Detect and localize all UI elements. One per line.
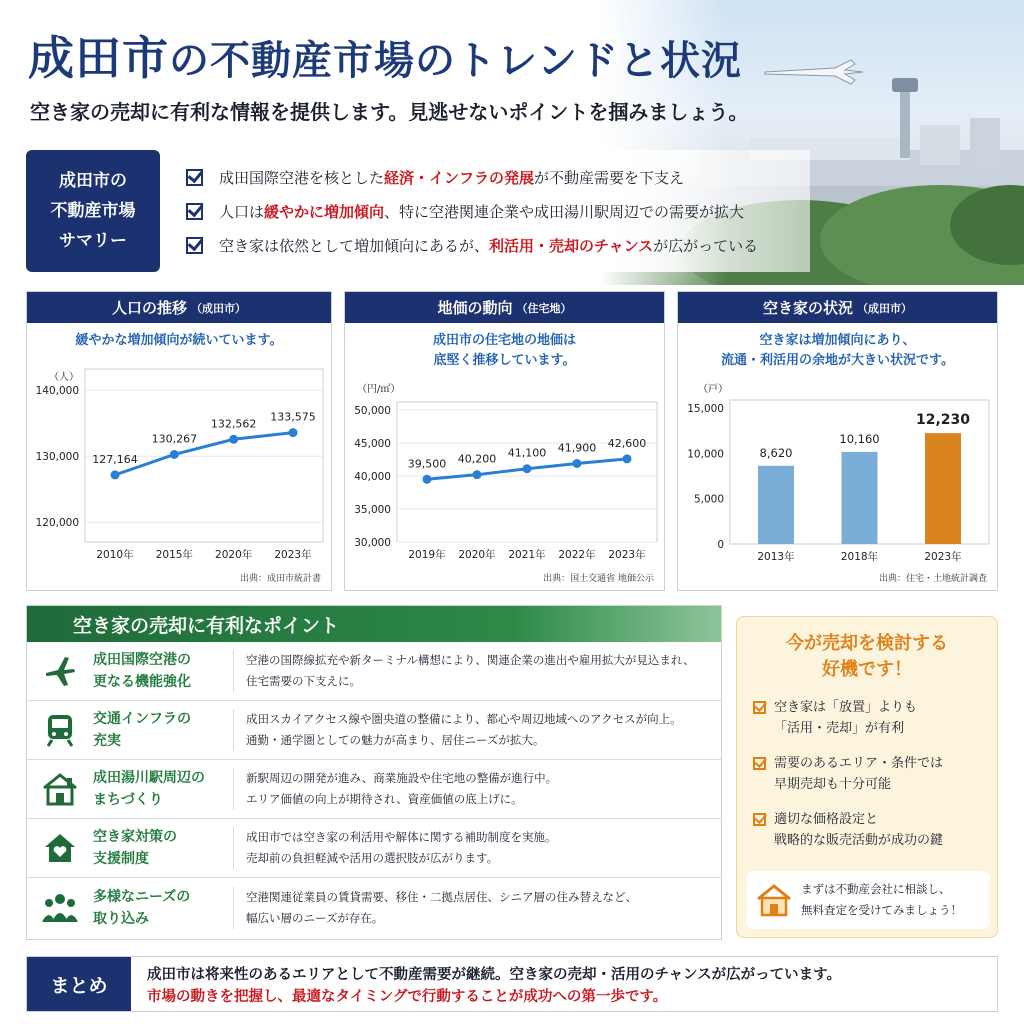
data-point bbox=[623, 454, 632, 463]
data-point bbox=[423, 475, 432, 484]
page-title-rest: の不動産市場のトレンドと状況 bbox=[169, 38, 742, 84]
checkbox-icon bbox=[753, 757, 766, 770]
axis-unit: （円/㎡） bbox=[357, 384, 401, 395]
x-tick-label: 2010年 bbox=[96, 549, 134, 561]
y-tick-label: 0 bbox=[717, 539, 724, 551]
summary-item bbox=[186, 194, 810, 228]
summary-item-text-pre: 人口は bbox=[219, 202, 265, 221]
checkbox-icon bbox=[186, 169, 203, 186]
population-chart-card bbox=[26, 291, 332, 591]
summary-footer-label: まとめ bbox=[27, 957, 131, 1011]
y-tick-label: 130,000 bbox=[35, 451, 79, 464]
people-icon bbox=[27, 890, 93, 926]
point-description: 成田スカイアクセス線や圏央道の整備により、都心や周辺地域へのアクセスが向上。 通勤・通学圏としての魅力が高まり、居住ニーズが拡大。 bbox=[233, 709, 721, 751]
advice-title: 今が売却を検討する 好機です！ bbox=[786, 633, 948, 680]
data-point bbox=[523, 464, 532, 473]
airplane-icon bbox=[27, 653, 93, 689]
summary-item-text-post: が広がっている bbox=[653, 236, 759, 255]
chart-title bbox=[27, 292, 331, 323]
summary-footer bbox=[26, 956, 998, 1012]
home-support-icon bbox=[27, 830, 93, 866]
data-label: 41,900 bbox=[557, 441, 597, 455]
data-label: 42,600 bbox=[607, 436, 647, 450]
summary-item bbox=[186, 160, 810, 194]
bar bbox=[925, 433, 961, 544]
chart-source: 出典：住宅・土地統計調査 bbox=[878, 574, 987, 584]
selling-points-panel bbox=[26, 605, 722, 940]
chart-title-text: 人口の推移 bbox=[111, 299, 187, 317]
chart-source: 出典：国土交通省 地価公示 bbox=[543, 574, 654, 584]
series-line bbox=[115, 433, 293, 475]
data-label: 127,164 bbox=[92, 452, 138, 466]
data-label: 40,200 bbox=[457, 452, 497, 466]
point-title: 成田国際空港の 更なる機能強化 bbox=[93, 652, 191, 690]
house-icon bbox=[747, 882, 801, 918]
selling-points-heading: 空き家の売却に有利なポイント bbox=[27, 606, 721, 642]
summary-item-text-post: が不動産需要を下支え bbox=[534, 168, 685, 187]
data-label: 8,620 bbox=[759, 445, 793, 460]
data-point bbox=[229, 435, 238, 444]
data-label: 133,575 bbox=[270, 410, 316, 424]
summary-footer-text bbox=[131, 957, 841, 1011]
chart-title-text: 空き家の状況 bbox=[762, 299, 853, 317]
data-point bbox=[573, 459, 582, 468]
y-tick-label: 5,000 bbox=[693, 493, 724, 506]
bar bbox=[842, 452, 878, 544]
y-tick-label: 10,000 bbox=[687, 448, 724, 461]
point-description: 成田市では空き家の利活用や解体に関する補助制度を実施。 売却前の負担軽減や活用の選択肢が広がります。 bbox=[233, 827, 721, 869]
chart-title bbox=[345, 292, 664, 323]
axis-unit: （人） bbox=[49, 372, 79, 383]
x-tick-label: 2020年 bbox=[458, 549, 496, 561]
airplane-image bbox=[765, 60, 863, 84]
y-tick-label: 50,000 bbox=[354, 405, 391, 417]
chart-description: 空き家は増加傾向にあり、 流通・利活用の余地が大きい状況です。 bbox=[721, 333, 954, 368]
y-tick-label: 45,000 bbox=[354, 438, 391, 450]
checkbox-icon bbox=[186, 237, 203, 254]
y-tick-label: 140,000 bbox=[35, 385, 79, 398]
checkbox-icon bbox=[753, 701, 766, 714]
chart-title bbox=[678, 292, 997, 323]
data-point bbox=[289, 428, 298, 437]
advice-footer bbox=[747, 871, 989, 929]
y-tick-label: 30,000 bbox=[354, 537, 391, 549]
point-title: 交通インフラの 充実 bbox=[93, 711, 191, 749]
y-tick-label: 35,000 bbox=[354, 504, 391, 516]
chart-description: 緩やかな増加傾向が続いています。 bbox=[75, 333, 283, 348]
vacant-house-chart-card bbox=[677, 291, 998, 591]
x-tick-label: 2013年 bbox=[757, 551, 795, 563]
point-title: 成田湯川駅周辺の まちづくり bbox=[93, 770, 205, 808]
data-label: 130,267 bbox=[151, 432, 198, 446]
summary-footer-line2: 市場の動きを把握し、最適なタイミングで行動することが成功への第一歩です。 bbox=[147, 989, 668, 1005]
plot-frame bbox=[730, 400, 989, 544]
land-price-chart-card bbox=[344, 291, 665, 591]
page-subtitle: 空き家の売却に有利な情報を提供します。見逃せないポイントを掴みましょう。 bbox=[30, 100, 749, 124]
x-tick-label: 2015年 bbox=[155, 549, 193, 561]
x-tick-label: 2022年 bbox=[558, 549, 596, 561]
advice-item-text: 空き家は「放置」よりも 「活用・売却」が有利 bbox=[774, 700, 918, 736]
chart-source: 出典：成田市統計書 bbox=[239, 574, 321, 584]
summary-item-emphasis: 経済・インフラの発展 bbox=[384, 168, 535, 187]
summary-footer-line1: 成田市は将来性のあるエリアとして不動産需要が継続。空き家の売却・活用のチャンスが広がっています。 bbox=[147, 967, 841, 983]
point-title: 空き家対策の 支援制度 bbox=[93, 829, 177, 867]
page-title-city: 成田市 bbox=[28, 31, 169, 85]
checkbox-icon bbox=[186, 203, 203, 220]
chart-title-note: （住宅地） bbox=[516, 301, 572, 315]
axis-unit: （戸） bbox=[698, 384, 728, 395]
summary-item-text-post: 、特に空港関連企業や成田湯川駅周辺での需要が拡大 bbox=[384, 202, 745, 221]
x-tick-label: 2019年 bbox=[408, 549, 446, 561]
x-tick-label: 2023年 bbox=[608, 549, 646, 561]
advice-footer-text: まずは不動産会社に相談し、 無料査定を受けてみましょう！ bbox=[801, 882, 962, 917]
summary-item-text-pre: 空き家は依然として増加傾向にあるが、 bbox=[219, 236, 490, 255]
data-label: 10,160 bbox=[839, 431, 880, 446]
advice-box bbox=[736, 616, 998, 938]
advice-item-text: 需要のあるエリア・条件では 早期売却も十分可能 bbox=[774, 756, 944, 792]
chart-title-note: （成田市） bbox=[857, 301, 912, 315]
series-line bbox=[427, 459, 627, 479]
point-row bbox=[27, 642, 721, 701]
data-point bbox=[170, 450, 179, 459]
train-icon bbox=[27, 712, 93, 748]
data-label: 132,562 bbox=[210, 417, 257, 431]
x-tick-label: 2021年 bbox=[508, 549, 546, 561]
bar bbox=[758, 466, 794, 544]
town-house-icon bbox=[27, 771, 93, 807]
point-row bbox=[27, 760, 721, 819]
plot-frame bbox=[397, 402, 657, 542]
checkbox-icon bbox=[753, 813, 766, 826]
x-tick-label: 2018年 bbox=[840, 551, 879, 563]
data-label: 12,230 bbox=[915, 412, 971, 429]
summary-list bbox=[160, 150, 810, 272]
y-tick-label: 40,000 bbox=[354, 471, 391, 483]
summary-item bbox=[186, 228, 810, 262]
data-point bbox=[111, 470, 120, 479]
point-row bbox=[27, 878, 721, 937]
summary-item-emphasis: 緩やかに増加傾向 bbox=[264, 202, 385, 221]
advice-item bbox=[753, 753, 997, 795]
point-row bbox=[27, 701, 721, 760]
summary-item-text-pre: 成田国際空港を核とした bbox=[219, 168, 385, 187]
chart-description: 成田市の住宅地の地価は 底堅く推移しています。 bbox=[432, 333, 576, 368]
chart-title-text: 地価の動向 bbox=[437, 299, 513, 317]
page-title bbox=[28, 22, 742, 88]
x-tick-label: 2023年 bbox=[274, 549, 312, 561]
advice-item-text: 適切な価格設定と 戦略的な販売活動が成功の鍵 bbox=[774, 812, 944, 848]
point-description: 空港関連従業員の賃貸需要、移住・二拠点居住、シニア層の住み替えなど、 幅広い層のニーズが存在。 bbox=[233, 887, 721, 929]
data-point bbox=[473, 470, 482, 479]
data-label: 39,500 bbox=[407, 457, 447, 471]
y-tick-label: 120,000 bbox=[35, 517, 79, 530]
point-row bbox=[27, 819, 721, 878]
point-title: 多様なニーズの 取り込み bbox=[93, 888, 191, 927]
point-description: 新駅周辺の開発が進み、商業施設や住宅地の整備が進行中。 エリア価値の向上が期待され、資産価値の底上げに。 bbox=[233, 768, 721, 810]
y-tick-label: 15,000 bbox=[687, 403, 724, 415]
advice-item bbox=[753, 697, 997, 739]
x-tick-label: 2023年 bbox=[924, 551, 962, 563]
advice-item bbox=[753, 809, 997, 851]
header bbox=[0, 0, 1024, 285]
plot-frame bbox=[85, 369, 323, 542]
summary-item-emphasis: 利活用・売却のチャンス bbox=[489, 236, 654, 255]
point-description: 空港の国際線拡充や新ターミナル構想により、関連企業の進出や雇用拡大が見込まれ、 住宅需要の下支えに。 bbox=[233, 650, 721, 692]
chart-title-note: （成田市） bbox=[191, 301, 246, 315]
data-label: 41,100 bbox=[507, 446, 547, 460]
summary-label: 成田市の 不動産市場 サマリー bbox=[26, 150, 160, 272]
x-tick-label: 2020年 bbox=[215, 549, 253, 561]
